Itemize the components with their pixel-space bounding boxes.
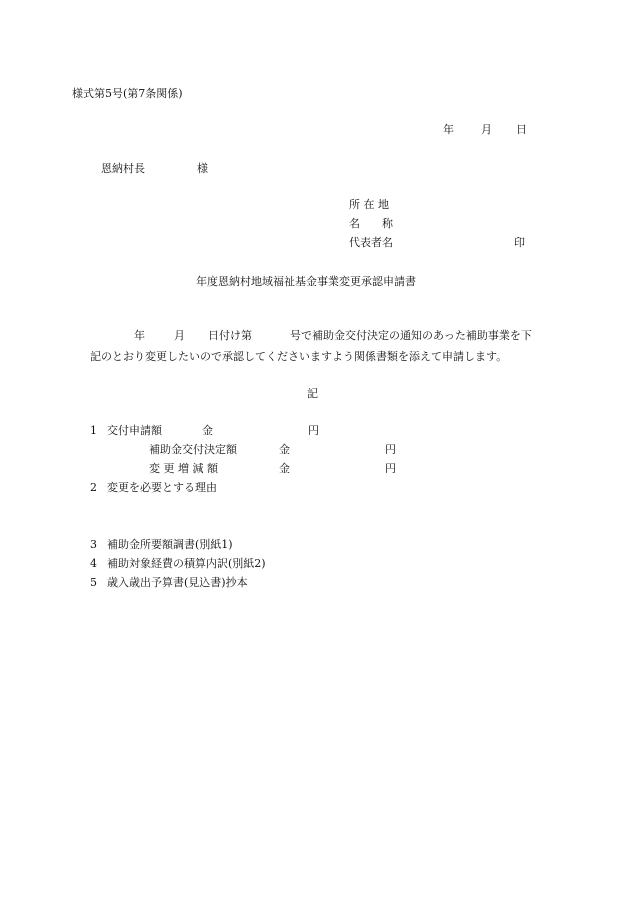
date-day-label: 日 bbox=[516, 123, 527, 136]
item-label: 補助対象経費の積算内訳(別紙2) bbox=[107, 557, 266, 570]
item-label: 変 更 増 減 額 bbox=[149, 462, 218, 475]
item-label: 補助金所要額調書(別紙1) bbox=[107, 538, 233, 551]
body-year-label: 年 bbox=[134, 329, 145, 342]
body-month-label: 月 bbox=[174, 329, 185, 342]
form-number: 様式第5号(第7条関係) bbox=[72, 87, 183, 100]
item-kin: 金 bbox=[279, 443, 290, 456]
applicant-seal: 印 bbox=[514, 236, 525, 249]
item-yen: 円 bbox=[385, 443, 396, 456]
date-year-label: 年 bbox=[443, 123, 454, 136]
item-number: 1 bbox=[90, 424, 97, 437]
body-dated-label: 日付け第 bbox=[208, 329, 252, 342]
body-line1-rest: 号で補助金交付決定の通知のあった補助事業を下 bbox=[290, 329, 532, 342]
item-kin: 金 bbox=[279, 462, 290, 475]
item-yen: 円 bbox=[308, 424, 319, 437]
ki-marker: 記 bbox=[307, 387, 318, 400]
item-number: 3 bbox=[90, 538, 97, 551]
item-number: 5 bbox=[90, 576, 97, 589]
item-yen: 円 bbox=[385, 462, 396, 475]
applicant-address-label: 所 在 地 bbox=[349, 198, 389, 211]
date-month-label: 月 bbox=[481, 123, 492, 136]
item-number: 4 bbox=[90, 557, 97, 570]
item-label: 変更を必要とする理由 bbox=[107, 481, 217, 494]
item-label: 補助金交付決定額 bbox=[149, 443, 237, 456]
item-number: 2 bbox=[90, 481, 97, 494]
addressee-name: 恩納村長 bbox=[101, 162, 145, 175]
applicant-name-label: 名 称 bbox=[349, 217, 393, 230]
item-label: 歳入歳出予算書(見込書)抄本 bbox=[107, 576, 248, 589]
item-kin: 金 bbox=[202, 424, 213, 437]
body-line2: 記のとおり変更したいので承認してくださいますよう関係書類を添えて申請します。 bbox=[90, 350, 508, 363]
applicant-rep-label: 代表者名 bbox=[349, 236, 393, 249]
item-label: 交付申請額 bbox=[107, 424, 162, 437]
addressee-honorific: 様 bbox=[197, 162, 208, 175]
document-title: 年度恩納村地域福祉基金事業変更承認申請書 bbox=[196, 275, 416, 288]
